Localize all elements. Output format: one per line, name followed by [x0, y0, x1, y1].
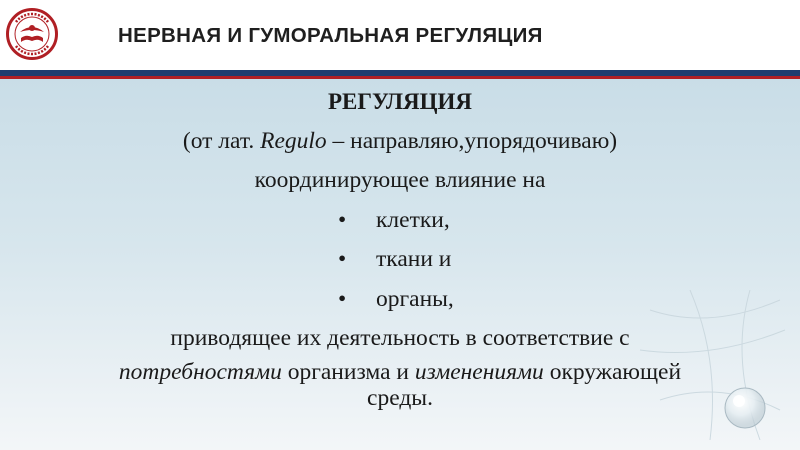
list-item-text: клетки, [376, 206, 450, 233]
definition-line: координирующее влияние на [254, 167, 546, 193]
final-text-surrounding: окружающей [543, 358, 682, 385]
etymology-latin: Regulo [260, 127, 327, 154]
list-item [0, 240, 800, 280]
slide-body [0, 82, 800, 411]
body-heading: РЕГУЛЯЦИЯ [327, 89, 472, 114]
bullet-icon: • [338, 285, 347, 312]
final-italic-needs: потребностями [118, 358, 282, 385]
list-item [0, 201, 800, 241]
slide-header [0, 0, 800, 70]
slide-title: НЕРВНАЯ И ГУМОРАЛЬНАЯ РЕГУЛЯЦИЯ [118, 24, 543, 47]
bullet-icon: • [338, 206, 347, 233]
etymology-line [0, 122, 800, 162]
correspondence-line: приводящее их деятельность в соответствие с [170, 325, 630, 351]
college-emblem-icon [6, 8, 58, 60]
final-line-end: среды. [367, 384, 433, 411]
list-item-text: ткани и [376, 246, 452, 272]
final-italic-changes: изменениями [414, 358, 544, 385]
final-line [0, 359, 800, 385]
etymology-open: (от лат. [182, 127, 261, 154]
etymology-close: – направляю,упорядочиваю) [326, 127, 618, 154]
bullet-icon: • [338, 246, 347, 272]
list-item-text: органы, [376, 285, 454, 312]
list-item [0, 280, 800, 320]
final-text-organism: организма и [281, 358, 415, 385]
